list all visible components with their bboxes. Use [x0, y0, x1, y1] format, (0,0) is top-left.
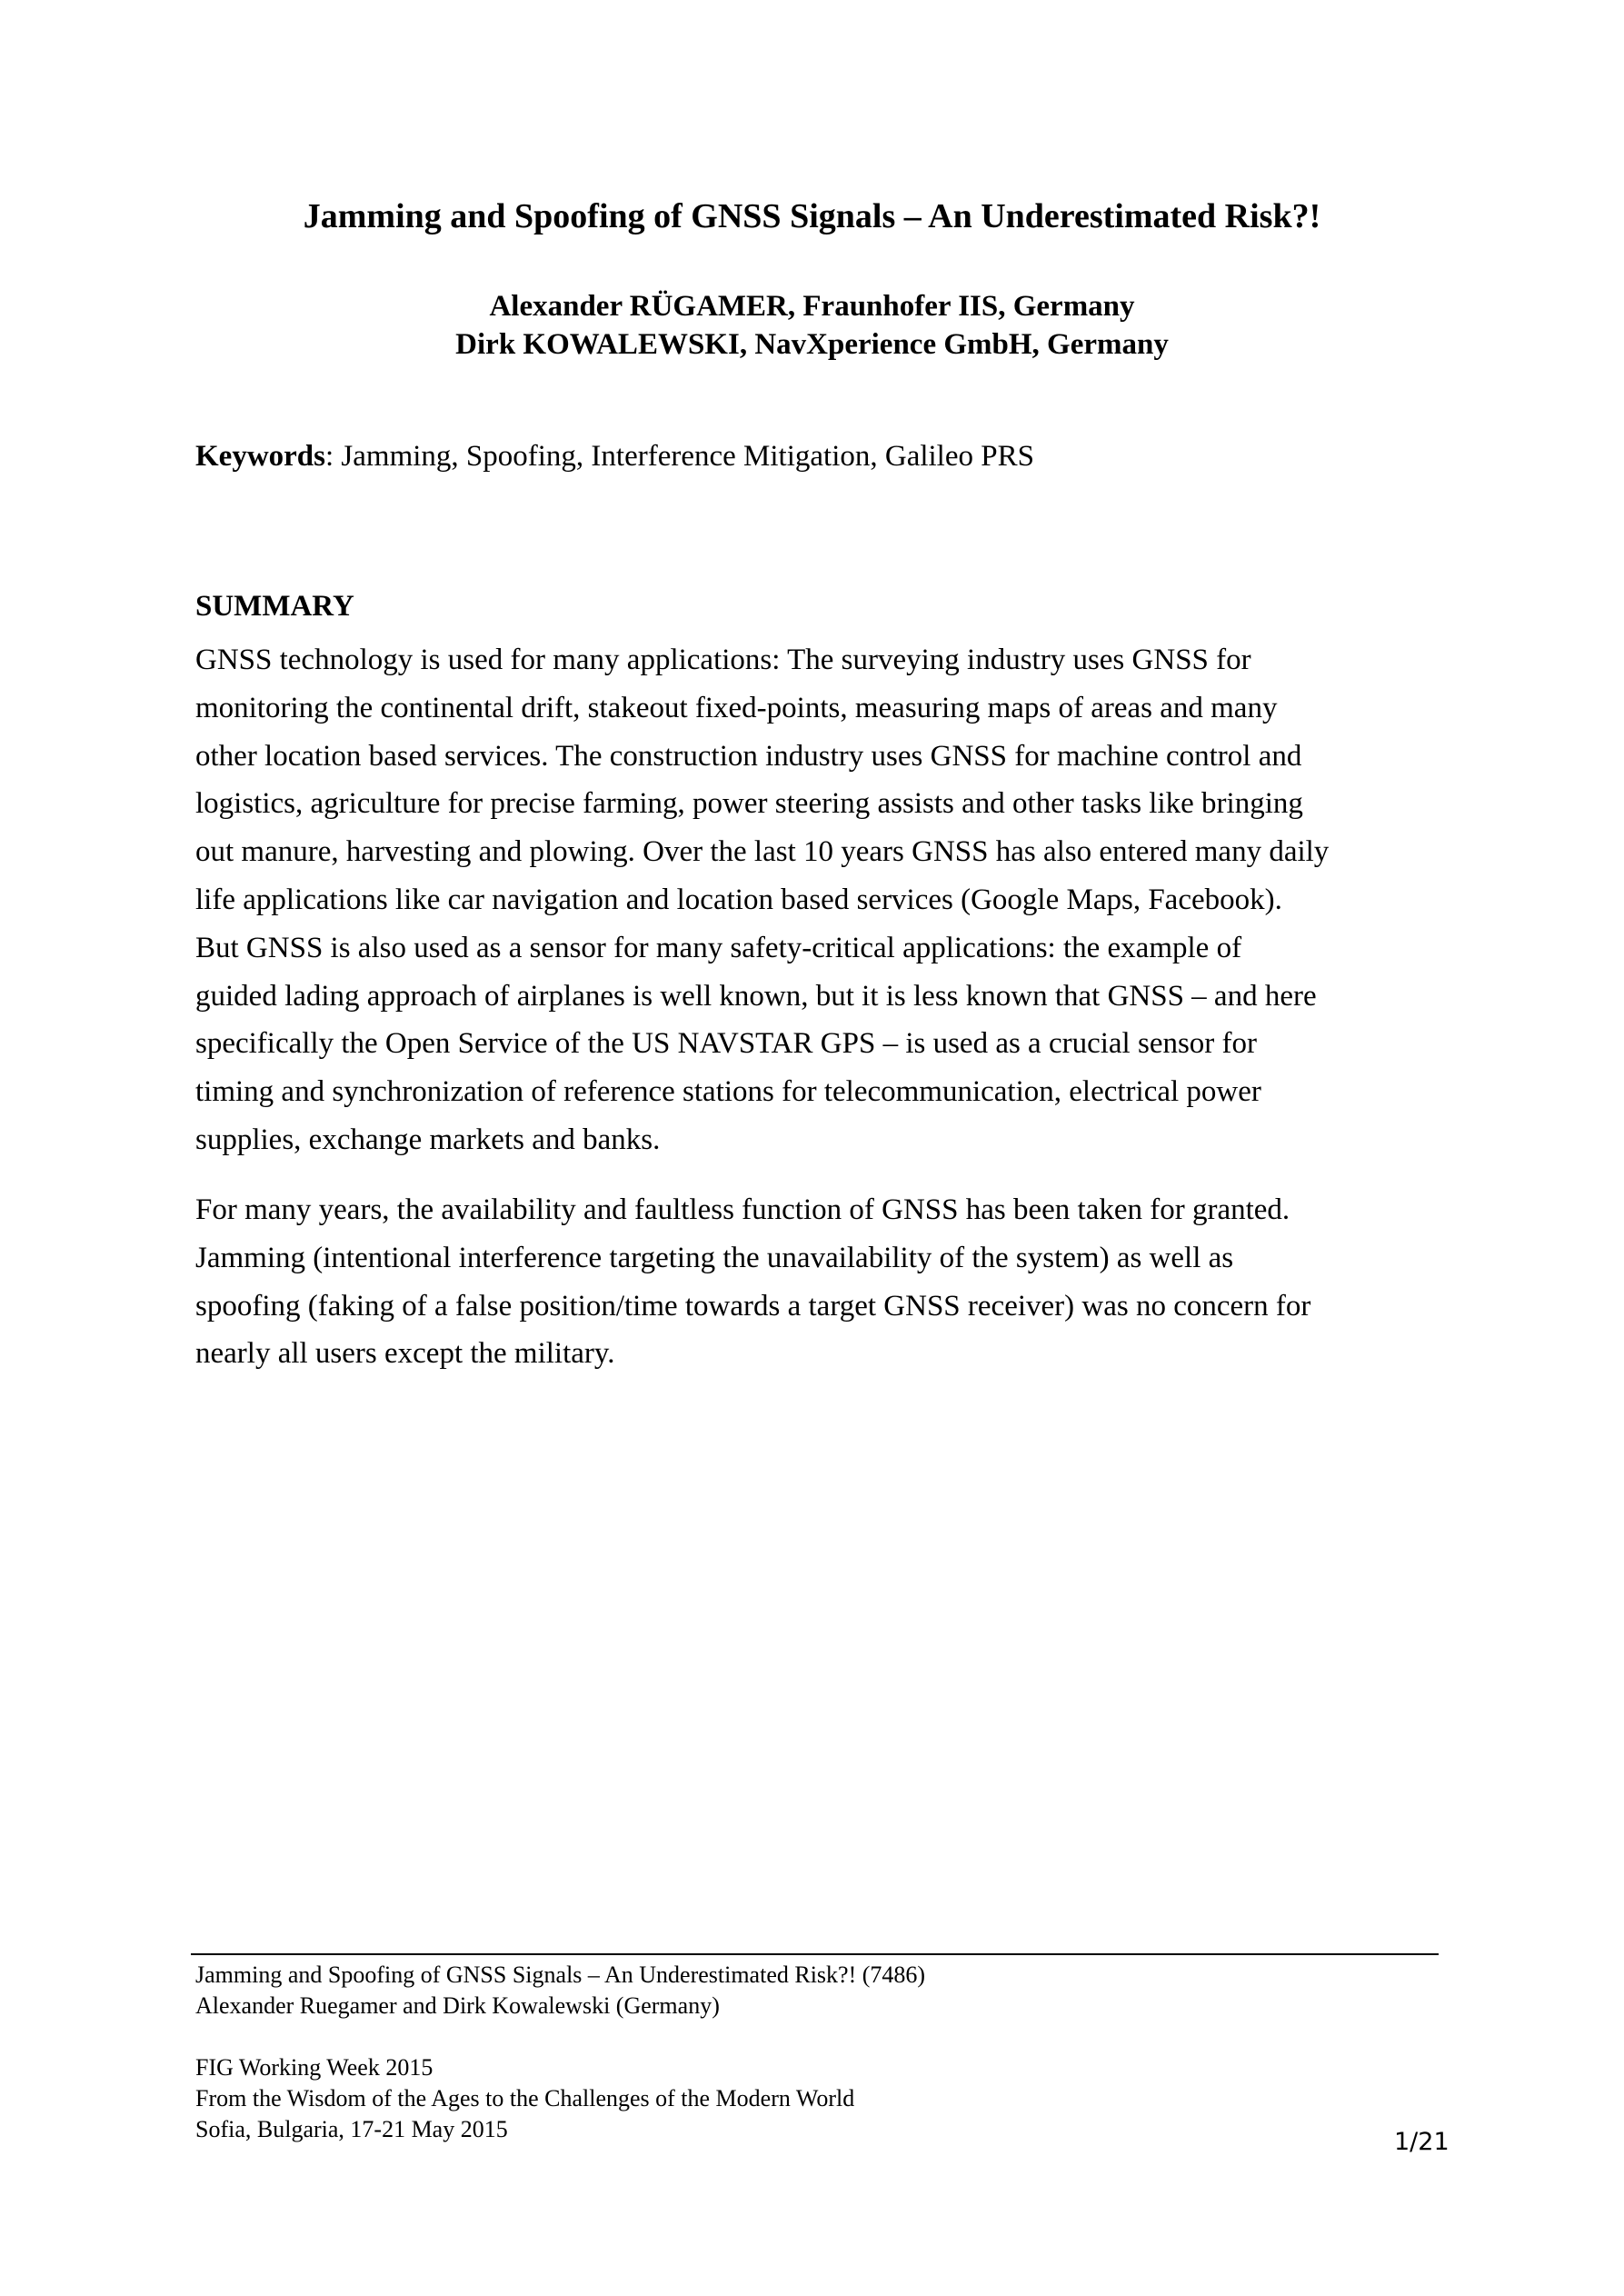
text-line: For many years, the availability and faultless function of GNSS has been taken for granted. — [195, 1193, 1290, 1226]
keywords-line — [195, 436, 1034, 476]
text-line: spoofing (faking of a false position/time towards a target GNSS receiver) was no concern for — [195, 1289, 1311, 1323]
footer-divider — [191, 1953, 1439, 1955]
text-line: logistics, agriculture for precise farming, power steering assists and other tasks like bringing — [195, 787, 1303, 821]
text-line: specifically the Open Service of the US NAVSTAR GPS – is used as a crucial sensor for — [195, 1027, 1258, 1061]
text-line: GNSS technology is used for many applications: The surveying industry uses GNSS for — [195, 644, 1251, 676]
footer-paper-authors: Alexander Ruegamer and Dirk Kowalewski (Germany) — [195, 1992, 720, 2019]
text-line: nearly all users except the military. — [195, 1337, 615, 1371]
text-line: But GNSS is also used as a sensor for many safety-critical applications: the example of — [195, 931, 1242, 964]
page-number: 1/21 — [1394, 2128, 1450, 2156]
footer-paper-info — [195, 1960, 925, 2021]
author-line: Alexander RÜGAMER, Fraunhofer IIS, Germany — [489, 290, 1135, 323]
author-list — [0, 287, 1624, 364]
keywords-separator: : — [325, 440, 342, 473]
text-line: timing and synchronization of reference stations for telecommunication, electrical power — [195, 1075, 1261, 1109]
footer-event-info — [195, 2052, 854, 2145]
text-line: out manure, harvesting and plowing. Over the last 10 years GNSS has also entered many daily — [195, 835, 1330, 869]
summary-paragraph — [195, 1186, 1459, 1378]
text-line: life applications like car navigation and location based services (Google Maps, Facebook). — [195, 883, 1282, 916]
text-line: monitoring the continental drift, stakeout fixed-points, measuring maps of areas and many — [195, 691, 1278, 724]
summary-heading: SUMMARY — [195, 590, 354, 623]
keywords-label: Keywords — [195, 440, 325, 473]
author-line: Dirk KOWALEWSKI, NavXperience GmbH, Germany — [455, 328, 1169, 361]
text-line: supplies, exchange markets and banks. — [195, 1123, 661, 1156]
footer-theme: From the Wisdom of the Ages to the Challenges of the Modern World — [195, 2085, 855, 2111]
keywords-value: Jamming, Spoofing, Interference Mitigation, Galileo PRS — [341, 440, 1034, 473]
footer-event: FIG Working Week 2015 — [195, 2054, 433, 2081]
footer-location: Sofia, Bulgaria, 17-21 May 2015 — [195, 2116, 508, 2142]
text-line: guided lading approach of airplanes is well known, but it is less known that GNSS – and here — [195, 979, 1317, 1013]
summary-paragraph — [195, 636, 1459, 1164]
footer-paper-ref: Jamming and Spoofing of GNSS Signals – An Underestimated Risk?! (7486) — [195, 1962, 926, 1988]
text-line: Jamming (intentional interference targeting the unavailability of the system) as well as — [195, 1241, 1234, 1274]
text-line: other location based services. The construction industry uses GNSS for machine control and — [195, 739, 1302, 773]
page-title: Jamming and Spoofing of GNSS Signals – An Underestimated Risk?! — [303, 197, 1321, 235]
